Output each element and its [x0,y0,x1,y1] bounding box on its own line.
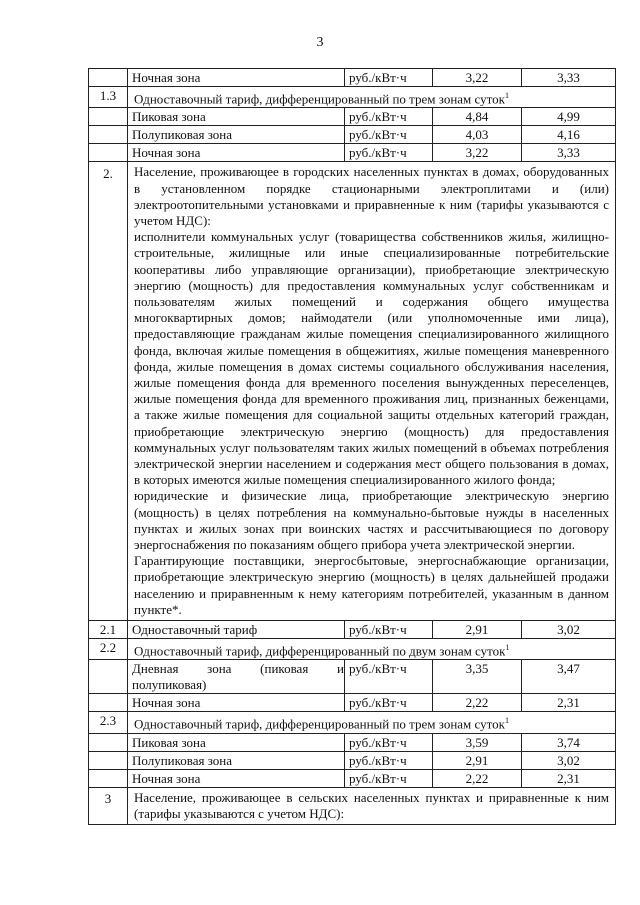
unit: руб./кВт·ч [345,144,433,161]
row-number-empty [89,770,128,787]
table-row [89,639,615,660]
row-number-empty [89,694,128,711]
table-row [89,694,615,712]
footnote-mark: 1 [504,91,509,100]
category-description: Население, проживающее в сельских населенных пунктах и приравненные к ним (тарифы указываются с учетом НДС): [134,789,609,821]
row-number: 2.3 [89,712,128,732]
section-title-text: Одноставочный тариф, дифференцированный по трем зонам суток [134,91,505,107]
paragraph: юридические и физические лица, приобретающие электрическую энергию (мощность) в целях потребления на коммунально-бытовые нужды в населенных пунктах и жилых зонах при воинских частях и рассчитывающиеся по договору энергоснабжения по показаниям общего прибора учета электрической энергии. [134,488,609,552]
table-row [89,126,615,144]
value-second-half: 3,02 [557,622,580,638]
table-row [89,712,615,733]
table-row [89,621,615,639]
zone-name: Ночная зона [128,770,345,787]
row-number [89,69,128,86]
row-number: 2.1 [89,621,128,638]
value-second-half: 3,74 [557,734,580,750]
unit: руб./кВт·ч [345,108,433,125]
value-first-half: 2,91 [433,621,522,638]
table-row [89,770,615,788]
table-row [89,162,615,621]
footnote-mark: 1 [504,716,509,726]
unit: руб./кВт·ч [345,126,433,143]
value-first-half: 2,22 [433,770,522,787]
value-first-half: 3,59 [433,734,522,751]
value-second-half: 2,31 [557,770,580,786]
value-first-half: 2,22 [433,694,522,711]
row-number-empty [89,752,128,769]
section-title-text: Одноставочный тариф, дифференцированный по двум зонам суток [134,643,506,659]
unit: руб./кВт·ч [345,752,433,769]
row-number: 3 [89,788,128,824]
value-second-half: 3,47 [557,661,580,677]
value-second-half: 4,16 [557,127,580,143]
row-number: 2.2 [89,639,128,659]
paragraph: Гарантирующие поставщики, энергосбытовые, энергоснабжающие организации, приобретающие электрическую энергию (мощность) в целях дальнейшей продажи населению и приравненным к нему категориям потребителей, указанным в данном пункте*. [134,553,609,617]
table-row [89,87,615,108]
zone-name: Полупиковая зона [128,126,345,143]
zone-name: Пиковая зона [128,734,345,751]
row-number-empty [89,108,128,125]
value-second-half: 4,99 [557,109,580,125]
unit: руб./кВт·ч [345,69,433,86]
zone-name: Ночная зона [128,694,345,711]
row-number: 1.3 [89,87,128,107]
unit: руб./кВт·ч [345,694,433,711]
table-row [89,69,615,87]
row-number: 2. [89,162,128,620]
value-second-half: 3,33 [557,70,580,85]
value-first-half: 3,35 [433,660,522,693]
value-second-half: 2,31 [557,695,580,711]
table-row [89,108,615,126]
value-first-half: 2,91 [433,752,522,769]
row-number-empty [89,126,128,143]
unit: руб./кВт·ч [345,734,433,751]
value-first-half: 3,22 [433,69,522,86]
value-first-half: 4,03 [433,126,522,143]
value-second-half: 3,02 [557,752,580,768]
table-row [89,752,615,770]
row-number-empty [89,734,128,751]
section-title [128,87,615,107]
unit: руб./кВт·ч [345,660,433,693]
unit: руб./кВт·ч [345,621,433,638]
tariff-name: Одноставочный тариф [128,621,345,638]
value-first-half: 4,84 [433,108,522,125]
footnote-mark: 1 [505,643,510,653]
zone-name: Ночная зона [128,144,345,161]
table-row [89,788,615,825]
row-number-empty [89,660,128,693]
section-title [128,712,615,732]
value-first-half: 3,22 [433,144,522,161]
zone-name: Дневная зона (пиковая и полупиковая) [128,660,345,693]
table-row [89,144,615,162]
row-number-empty [89,144,128,161]
page-number: 3 [316,35,324,50]
tariff-table [88,68,616,825]
paragraph: Население, проживающее в городских населенных пунктах в домах, оборудованных в установленном порядке стационарными электроплитами и (или) электроотопительными установками и приравненные к ним (тарифы указываются с учетом НДС): [134,164,609,228]
zone-name: Пиковая зона [128,108,345,125]
zone-name: Полупиковая зона [128,752,345,769]
category-description [128,162,615,620]
section-title [128,639,615,659]
table-row [89,660,615,694]
section-title-text: Одноставочный тариф, дифференцированный по трем зонам суток [134,716,505,732]
zone-name: Ночная зона [128,69,345,86]
table-row [89,734,615,752]
value-second-half: 3,33 [557,145,580,161]
paragraph: исполнители коммунальных услуг (товарищества собственников жилья, жилищно-строительные, жилищные или иные специализированные потребительские кооперативы либо управляющие организации), приобретающие электрическую энергию (мощность) для предоставления коммунальных услуг собственникам и пользователям жилых помещений и содержания общего имущества многоквартирных домов; наймодатели (или уполномоченные ими лица), предоставляющие гражданам жилые помещения специализированного жилищного фонда, включая жилые помещения в общежитиях, жилые помещения маневренного фонда, жилые помещения в домах системы социального обслуживания населения, жилые помещения фонда для временного поселения вынужденных переселенцев, жилые помещения фонда для временного проживания лиц, признанных беженцами, а также жилые помещения для социальной защиты отдельных категорий граждан, приобретающие электрическую энергию (мощность) для предоставления коммунальных услуг пользователям таких жилых помещений в объемах потребления электрической энергии населением и содержания мест общего пользования в домах, в которых имеются жилые помещения специализированного жилого фонда; [134,229,609,488]
unit: руб./кВт·ч [345,770,433,787]
